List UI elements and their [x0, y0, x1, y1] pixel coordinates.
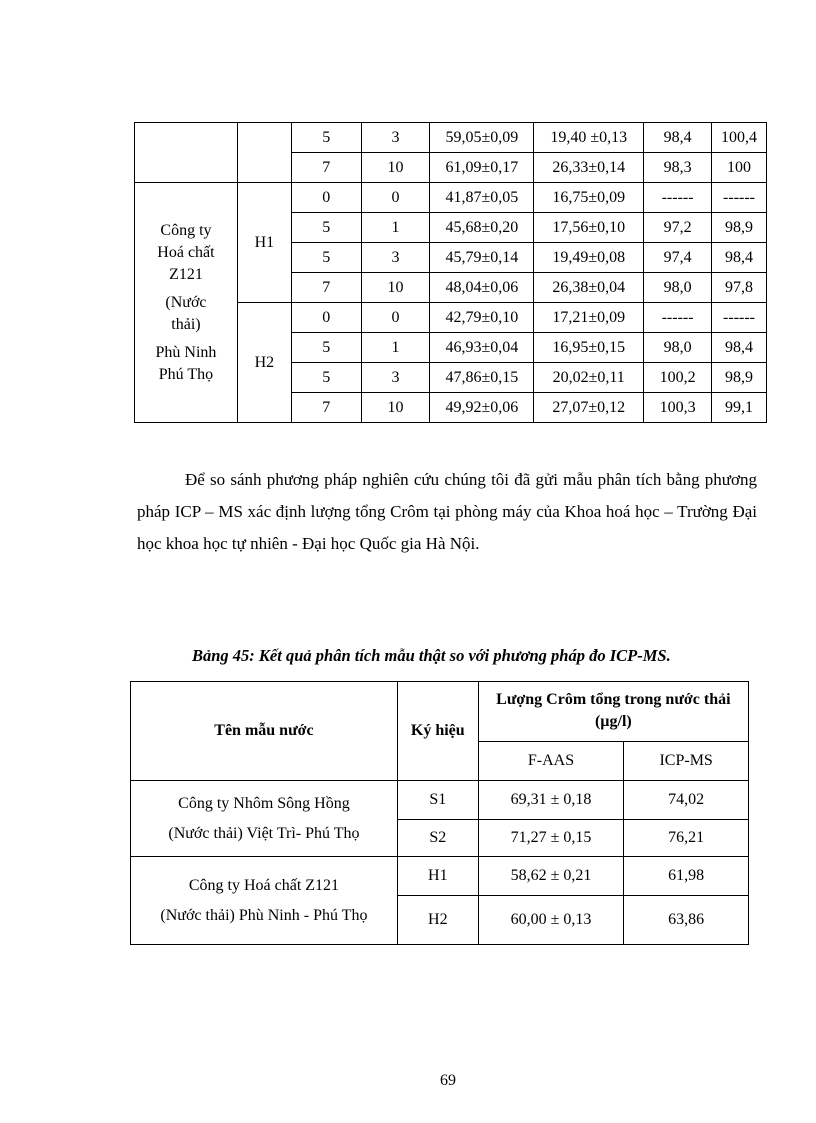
table-cell: 45,79±0,14 [430, 243, 534, 273]
table-cell: 17,56±0,10 [534, 213, 644, 243]
table-cell: 98,9 [712, 213, 767, 243]
table-cell: H2 [397, 896, 478, 945]
table-cell: 45,68±0,20 [430, 213, 534, 243]
table-cell: 71,27 ± 0,15 [478, 820, 624, 857]
header-symbol: Ký hiệu [397, 682, 478, 781]
table-cell: 98,9 [712, 363, 767, 393]
table-cell: 98,4 [712, 333, 767, 363]
table-row [135, 123, 767, 153]
table-cell: ------ [644, 303, 712, 333]
table-cell: 0 [361, 303, 430, 333]
table-cell: S2 [397, 820, 478, 857]
table-row [131, 857, 749, 896]
table-cell: 7 [291, 153, 361, 183]
header-faas: F-AAS [478, 741, 624, 780]
header-chromium-amount: Lượng Crôm tổng trong nước thải (µg/l) [478, 682, 748, 742]
group-name-line: Công ty Nhôm Sông Hồng [178, 794, 350, 812]
table-cell: ------ [712, 303, 767, 333]
table-cell: 0 [291, 303, 361, 333]
table-cell: 97,4 [644, 243, 712, 273]
table-cell: 3 [361, 243, 430, 273]
table-cell: 3 [361, 123, 430, 153]
table-cell: 10 [361, 153, 430, 183]
table-cell: 49,92±0,06 [430, 393, 534, 423]
table-cell: 98,0 [644, 273, 712, 303]
header-icpms: ICP-MS [624, 741, 749, 780]
table-cell: 17,21±0,09 [534, 303, 644, 333]
table-cell: 7 [291, 393, 361, 423]
sample-code: H1 [237, 183, 291, 303]
table-cell: 5 [291, 213, 361, 243]
table-cell: 69,31 ± 0,18 [478, 781, 624, 820]
table-cell: 19,49±0,08 [534, 243, 644, 273]
table-cell: 61,09±0,17 [430, 153, 534, 183]
table-cell: 41,87±0,05 [430, 183, 534, 213]
table-cell: 100,2 [644, 363, 712, 393]
table-cell: 58,62 ± 0,21 [478, 857, 624, 896]
table-cell: 48,04±0,06 [430, 273, 534, 303]
table-cell: 20,02±0,11 [534, 363, 644, 393]
table-cell: 98,4 [712, 243, 767, 273]
table-cell: 5 [291, 243, 361, 273]
table-cell: 1 [361, 333, 430, 363]
table-cell: 19,40 ±0,13 [534, 123, 644, 153]
page-number: 69 [440, 1072, 456, 1089]
table-row [131, 781, 749, 820]
table-cell: 63,86 [624, 896, 749, 945]
table-cell: 7 [291, 273, 361, 303]
table-cell: 74,02 [624, 781, 749, 820]
group-name-line: Công ty Hoá chất Z121 [188, 876, 340, 894]
table-cell: 10 [361, 273, 430, 303]
table-cell: 47,86±0,15 [430, 363, 534, 393]
table-cell: 5 [291, 333, 361, 363]
group-name-line: (Nước thải) Việt Trì- Phú Thọ [168, 824, 360, 842]
table-cell: 3 [361, 363, 430, 393]
group-name-cell [131, 857, 398, 945]
table-cell: 98,4 [644, 123, 712, 153]
body-paragraph [137, 464, 757, 560]
table-cell: 5 [291, 123, 361, 153]
table-cell: 27,07±0,12 [534, 393, 644, 423]
table-cell: 76,21 [624, 820, 749, 857]
company-location: Phù Ninh Phú Thọ [155, 343, 217, 383]
group-name-cell [131, 781, 398, 857]
table-cell: 98,3 [644, 153, 712, 183]
table-cell: 46,93±0,04 [430, 333, 534, 363]
paragraph-text: Để so sánh phương pháp nghiên cứu chúng tôi đã gửi mẫu phân tích bằng phương pháp ICP – MS xác định lượng tổng Crôm tại phòng máy của Khoa hoá học – Trường Đại học khoa học tự nhiên - Đại học Quốc gia Hà Nội. [137, 470, 757, 553]
sample-code: H2 [237, 303, 291, 423]
table-cell: 1 [361, 213, 430, 243]
table-cell: 100,4 [712, 123, 767, 153]
water-type: (Nước thải) [165, 293, 207, 333]
table-row [135, 183, 767, 213]
table-cell: 0 [291, 183, 361, 213]
table-cell: 97,2 [644, 213, 712, 243]
table-cell: S1 [397, 781, 478, 820]
table-cell: 26,38±0,04 [534, 273, 644, 303]
table-cell: 97,8 [712, 273, 767, 303]
table-header-row [131, 682, 749, 742]
table-cell: 26,33±0,14 [534, 153, 644, 183]
table-cell: 10 [361, 393, 430, 423]
company-name: Công ty Hoá chất Z121 [157, 221, 215, 283]
table-cell: 61,98 [624, 857, 749, 896]
results-table-continued [134, 122, 767, 423]
table-cell: 99,1 [712, 393, 767, 423]
table-cell: 5 [291, 363, 361, 393]
comparison-table [130, 681, 749, 945]
table-caption: Bảng 45: Kết quả phân tích mẫu thật so với phương pháp đo ICP-MS. [192, 646, 671, 665]
company-cell-empty [135, 123, 238, 183]
group-name-line: (Nước thải) Phù Ninh - Phú Thọ [160, 906, 368, 924]
table-cell: 16,75±0,09 [534, 183, 644, 213]
table-cell: 42,79±0,10 [430, 303, 534, 333]
table-cell: ------ [712, 183, 767, 213]
header-sample-name: Tên mẫu nước [131, 682, 398, 781]
table-cell: 16,95±0,15 [534, 333, 644, 363]
table-cell: 98,0 [644, 333, 712, 363]
company-name-cell [135, 183, 238, 423]
table-cell: ------ [644, 183, 712, 213]
table-cell: 100,3 [644, 393, 712, 423]
sample-cell-empty [237, 123, 291, 183]
table-cell: H1 [397, 857, 478, 896]
table-cell: 60,00 ± 0,13 [478, 896, 624, 945]
table-cell: 59,05±0,09 [430, 123, 534, 153]
table-cell: 0 [361, 183, 430, 213]
table-cell: 100 [712, 153, 767, 183]
